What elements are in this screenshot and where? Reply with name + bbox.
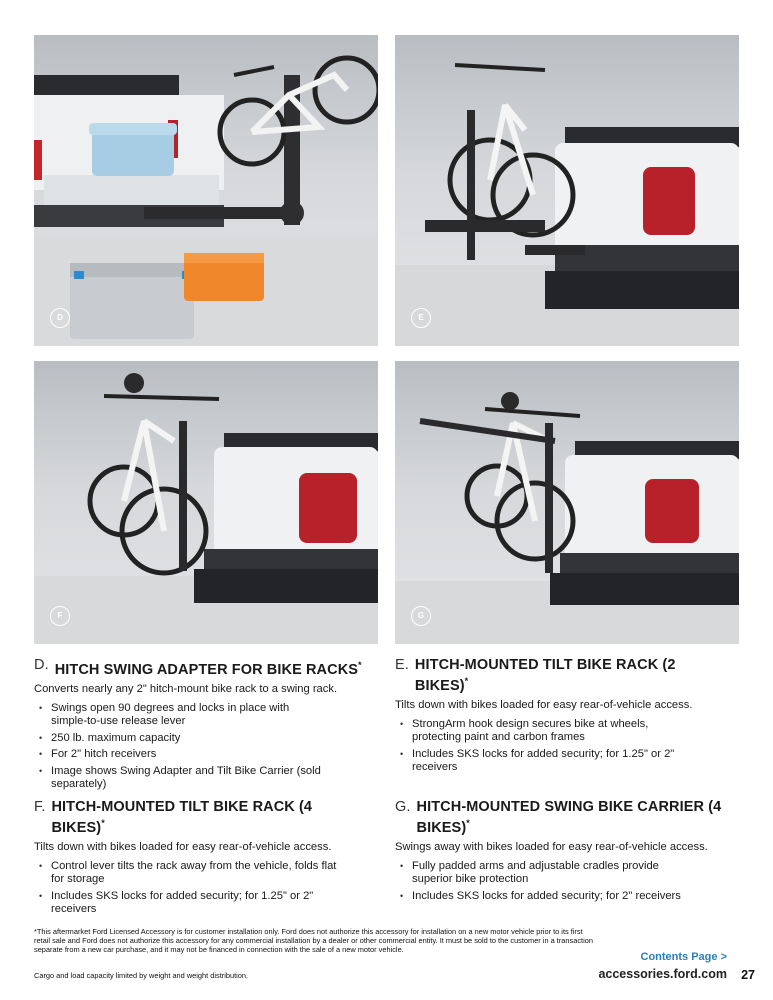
section-e-lead: Tilts down with bikes loaded for easy rear-of-vehicle access.	[395, 698, 693, 711]
section-d	[34, 657, 384, 795]
section-e-asterisk: *	[464, 676, 469, 686]
section-f	[34, 799, 384, 920]
section-d-title	[34, 657, 384, 678]
photo-f-illustration	[34, 361, 378, 644]
bullet-item: • Swings open 90 degrees and locks in place with simple-to-use release lever	[34, 702, 321, 729]
photo-label-d: D	[50, 308, 70, 328]
section-f-lead: Tilts down with bikes loaded for easy rear-of-vehicle access.	[34, 840, 332, 853]
photo-d-illustration	[34, 35, 378, 346]
section-e-title	[395, 657, 695, 694]
photo-d-swing-adapter	[34, 35, 378, 346]
footer-site-url[interactable]: accessories.ford.com	[598, 967, 727, 981]
section-f-heading: HITCH-MOUNTED TILT BIKE RACK (4 BIKES)	[51, 799, 313, 836]
bullet-item: • Fully padded arms and adjustable cradles provide superior bike protection	[395, 860, 702, 887]
footer-disclaimer: *This aftermarket Ford Licensed Accessory is for customer installation only. Ford does not authorize this accessory for installation on a new motor vehicle prior to its first retail sale and Ford does not authorize this accessory for any commercial installation by a dealer or other commercial entity. It must be sold to the customer in a transaction separate from a new car purchase, and it may not be financed in connection with the sale of a new motor vehicle.	[34, 927, 593, 955]
photo-label-g: G	[411, 606, 431, 626]
section-g-asterisk: *	[466, 818, 470, 828]
photo-e-tilt-rack-2	[395, 35, 739, 346]
bullet-item: • Includes SKS locks for added security; for 1.25" or 2" receivers	[34, 890, 331, 917]
section-e-heading: HITCH-MOUNTED TILT BIKE RACK (2 BIKES)	[414, 657, 676, 694]
section-g-heading: HITCH-MOUNTED SWING BIKE CARRIER (4 BIKES)	[416, 799, 722, 836]
section-f-title	[34, 799, 324, 836]
photo-e-illustration	[395, 35, 739, 346]
section-g-letter: G.	[395, 799, 411, 815]
section-d-bullets	[34, 702, 384, 792]
contents-page-link[interactable]: Contents Page >	[640, 951, 727, 963]
photo-g-illustration	[395, 361, 739, 644]
bullet-item: • Control lever tilts the rack away from the vehicle, folds flat for storage	[34, 860, 351, 887]
section-f-asterisk: *	[101, 818, 105, 828]
section-e-bullets	[395, 718, 745, 775]
bullet-item: • For 2" hitch receivers	[34, 748, 384, 762]
section-g-title	[395, 799, 735, 836]
section-d-lead: Converts nearly any 2" hitch-mount bike rack to a swing rack.	[34, 682, 338, 695]
page-number: 27	[741, 968, 755, 982]
footer-cargo-note: Cargo and load capacity limited by weight and weight distribution.	[34, 971, 249, 980]
section-g-bullets	[395, 860, 745, 904]
section-f-letter: F.	[34, 799, 46, 815]
photo-g-swing-carrier-4	[395, 361, 739, 644]
section-g-lead: Swings away with bikes loaded for easy rear-of-vehicle access.	[395, 840, 708, 853]
section-d-asterisk: *	[358, 660, 362, 670]
photo-f-tilt-rack-4	[34, 361, 378, 644]
section-e	[395, 657, 745, 778]
bullet-item: • Includes SKS locks for added security; for 1.25" or 2" receivers	[395, 748, 682, 775]
bullet-item: • 250 lb. maximum capacity	[34, 732, 384, 746]
section-e-letter: E.	[395, 657, 409, 673]
section-g	[395, 799, 745, 906]
photo-label-f: F	[50, 606, 70, 626]
bullet-item: • StrongArm hook design secures bike at wheels, protecting paint and carbon frames	[395, 718, 682, 745]
section-d-heading: HITCH SWING ADAPTER FOR BIKE RACKS	[54, 661, 359, 678]
section-d-letter: D.	[34, 657, 49, 673]
bullet-item: • Includes SKS locks for added security; for 2" receivers	[395, 890, 752, 904]
photo-label-e: E	[411, 308, 431, 328]
section-f-bullets	[34, 860, 384, 917]
bullet-item: • Image shows Swing Adapter and Tilt Bike Carrier (sold separately)	[34, 765, 321, 792]
